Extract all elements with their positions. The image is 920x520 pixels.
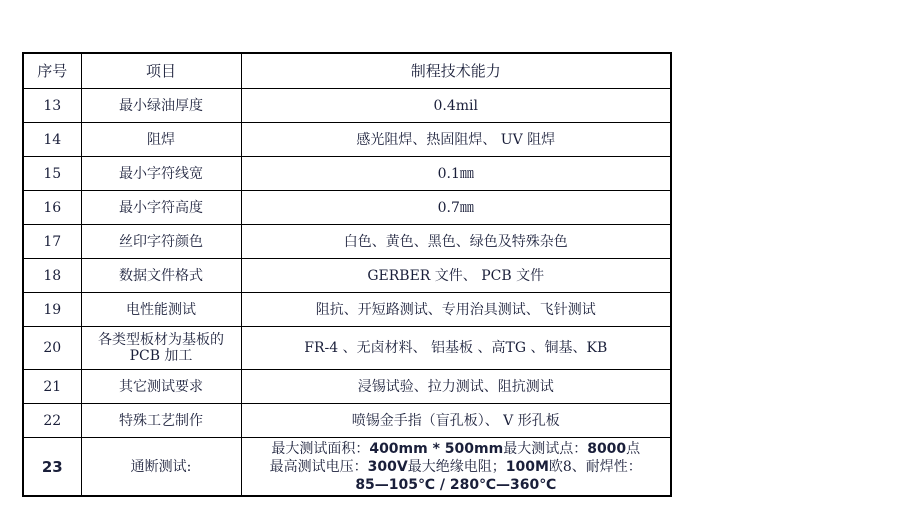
row-no: 15 <box>23 157 81 191</box>
ability-line <box>246 458 667 476</box>
row-item-line: 各类型板材为基板的 <box>98 332 224 348</box>
ability-value: 400mm * 500mm <box>369 440 504 457</box>
row-no: 18 <box>23 259 81 293</box>
row-item: 最小字符线宽 <box>81 157 241 191</box>
row-no: 19 <box>23 293 81 327</box>
row-no: 14 <box>23 123 81 157</box>
row-item: 丝印字符颜色 <box>81 225 241 259</box>
row-item: 数据文件格式 <box>81 259 241 293</box>
table-row <box>23 225 671 259</box>
row-no: 20 <box>23 327 81 370</box>
row-item: 其它测试要求 <box>81 370 241 404</box>
table-row <box>23 157 671 191</box>
ability-text: 最大测试面积： <box>271 440 370 457</box>
process-capability-table <box>22 52 672 497</box>
row-ability: 0.7㎜ <box>241 191 671 225</box>
table-row <box>23 123 671 157</box>
row-item: 特殊工艺制作 <box>81 404 241 438</box>
ability-line <box>246 440 667 458</box>
row-no: 21 <box>23 370 81 404</box>
row-item: 最小绿油厚度 <box>81 89 241 123</box>
ability-text: 最大测试点： <box>503 440 588 457</box>
row-no: 16 <box>23 191 81 225</box>
row-item <box>81 327 241 370</box>
row-ability <box>241 438 671 497</box>
ability-value: 8000 <box>587 440 627 457</box>
ability-value: 100M <box>505 458 549 475</box>
row-item: 阻焊 <box>81 123 241 157</box>
header-no: 序号 <box>23 53 81 89</box>
row-ability: 0.4mil <box>241 89 671 123</box>
row-ability: 感光阻焊、热固阻焊、 UV 阻焊 <box>241 123 671 157</box>
row-ability: 喷锡金手指（盲孔板）、 V 形孔板 <box>241 404 671 438</box>
header-ability: 制程技术能力 <box>241 53 671 89</box>
table-row <box>23 259 671 293</box>
row-item-line: PCB 加工 <box>129 348 193 364</box>
table-row <box>23 191 671 225</box>
row-ability: 浸锡试验、拉力测试、阻抗测试 <box>241 370 671 404</box>
row-item: 最小字符高度 <box>81 191 241 225</box>
ability-text: 点 <box>626 440 641 457</box>
ability-value: 85—105℃ / 280℃—360℃ <box>355 476 557 493</box>
table-header-row <box>23 53 671 89</box>
row-ability: FR-4 、无卤材料、 铝基板 、高TG 、铜基、KB <box>241 327 671 370</box>
row-no: 23 <box>23 438 81 497</box>
table-row <box>23 404 671 438</box>
table-row <box>23 438 671 497</box>
row-no: 22 <box>23 404 81 438</box>
ability-text: 欧8、耐焊性： <box>548 458 642 475</box>
ability-line <box>246 476 667 494</box>
header-item: 项目 <box>81 53 241 89</box>
row-item: 通断测试: <box>81 438 241 497</box>
row-ability: GERBER 文件、 PCB 文件 <box>241 259 671 293</box>
ability-text: 最高测试电压： <box>269 458 368 475</box>
row-ability: 阻抗、开短路测试、专用治具测试、飞针测试 <box>241 293 671 327</box>
row-no: 13 <box>23 89 81 123</box>
row-ability: 白色、黄色、黑色、绿色及特殊杂色 <box>241 225 671 259</box>
table-row <box>23 370 671 404</box>
row-ability: 0.1㎜ <box>241 157 671 191</box>
table-row <box>23 327 671 370</box>
row-no: 17 <box>23 225 81 259</box>
table-row <box>23 89 671 123</box>
row-item: 电性能测试 <box>81 293 241 327</box>
table-row <box>23 293 671 327</box>
ability-text: 最大绝缘电阻； <box>407 458 506 475</box>
ability-value: 300V <box>367 458 408 475</box>
